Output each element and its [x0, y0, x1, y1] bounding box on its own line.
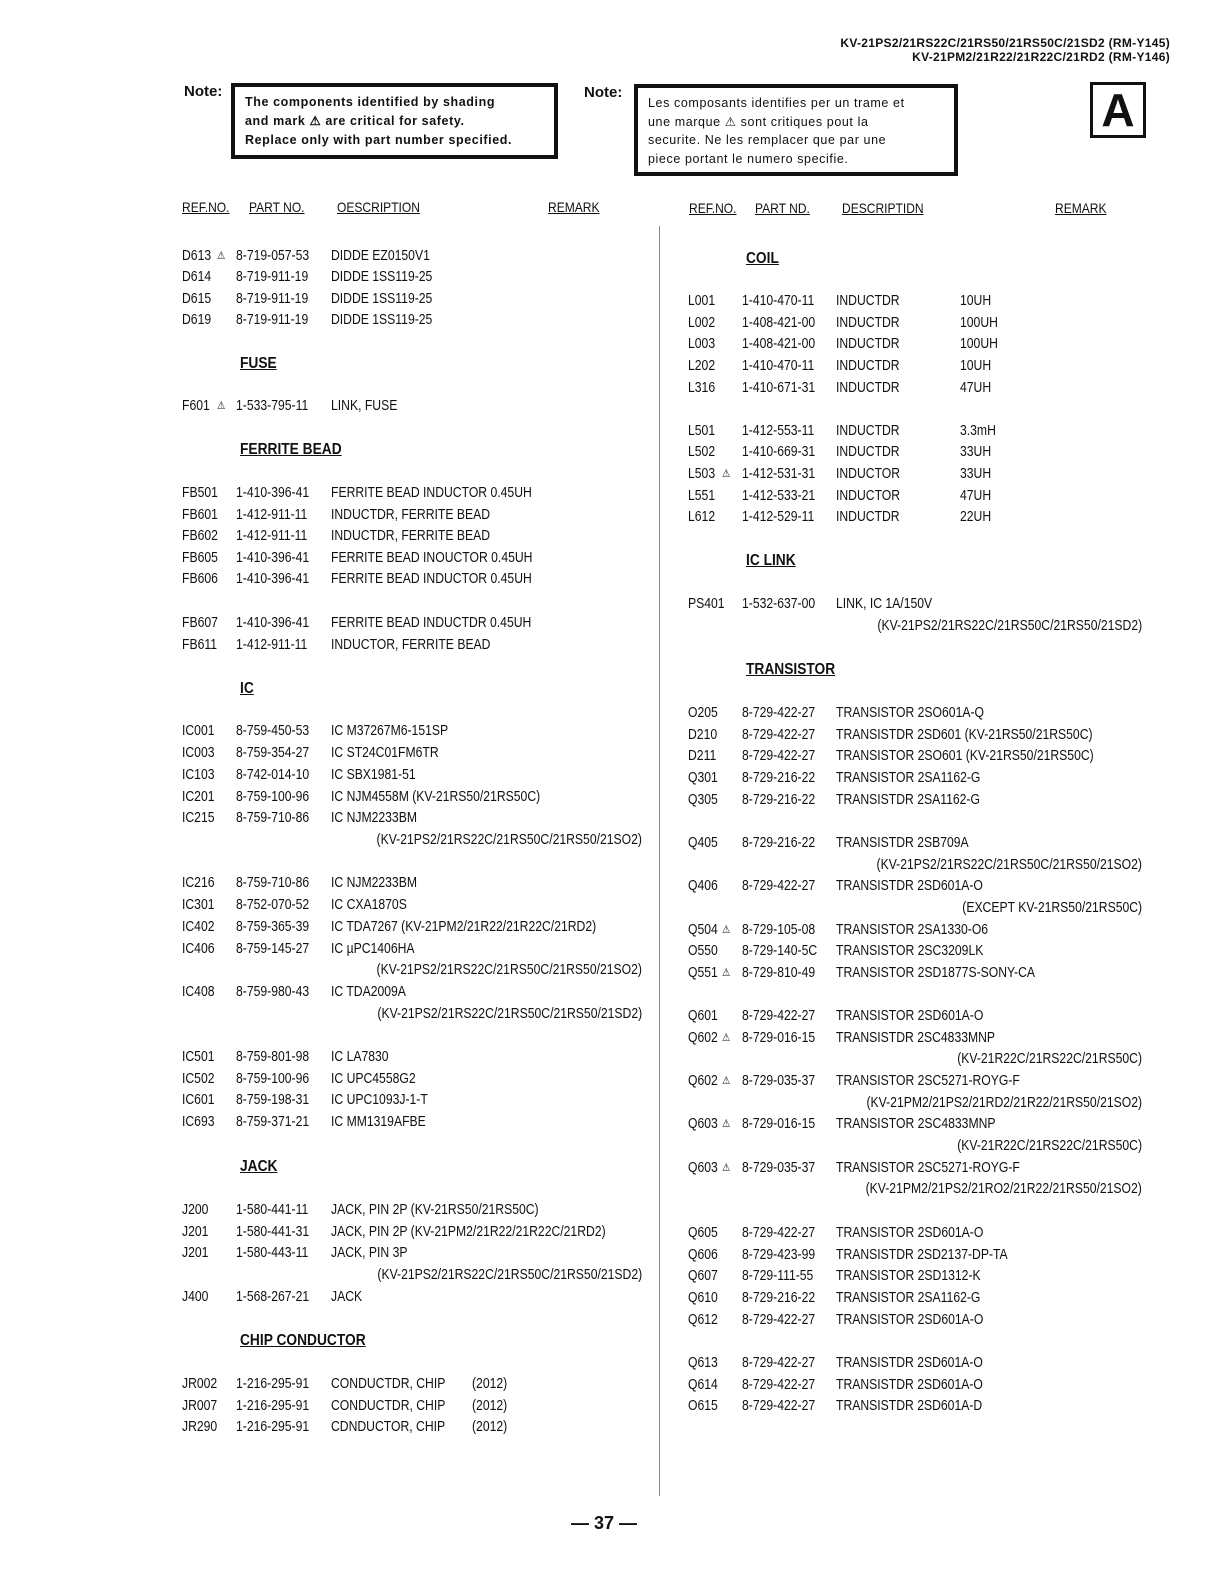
part-number: 8-759-198-31: [236, 1092, 310, 1108]
model-line-1: KV-21PS2/21RS22C/21RS50/21RS50C/21SD2 (RM-Y145): [840, 36, 1170, 50]
safety-warning-icon: ⚠: [217, 400, 226, 412]
part-number: 1-580-441-31: [236, 1224, 310, 1240]
section-heading: JACK: [240, 1158, 278, 1175]
part-number: 1-410-396-41: [236, 571, 310, 587]
part-number: 8-729-422-27: [742, 1225, 816, 1241]
part-number: 1-410-671-31: [742, 380, 816, 396]
part-number: 8-729-423-99: [742, 1247, 816, 1263]
part-description: TRANSISTOR 2SA1162-G: [836, 1290, 981, 1306]
part-description: LINK, FUSE: [331, 398, 398, 414]
part-number: 1-533-795-11: [236, 398, 309, 414]
part-number: 8-729-422-27: [742, 1355, 816, 1371]
part-description: INDUCTDR: [836, 444, 900, 460]
part-number: 1-410-396-41: [236, 615, 310, 631]
part-number: 8-729-111-55: [742, 1268, 814, 1284]
safety-warning-icon: ⚠: [217, 250, 226, 262]
part-number: 8-729-422-27: [742, 705, 816, 721]
part-number: 1-410-470-11: [742, 293, 815, 309]
part-ref-no: O550: [688, 943, 718, 959]
left-header-remark: REMARK: [548, 199, 600, 215]
part-ref-no: L551: [688, 488, 716, 504]
part-number: 8-729-422-27: [742, 727, 816, 743]
model-applicability-note: (KV-21PS2/21RS22C/21RS50C/21RS50/21SO2): [876, 857, 1142, 873]
part-description: CONDUCTDR, CHIP: [331, 1376, 446, 1392]
part-description: TRANSISTOR 2SA1162-G: [836, 770, 981, 786]
part-ref-no: FB602: [182, 528, 218, 544]
part-remark: 10UH: [960, 358, 992, 374]
part-number: 1-410-470-11: [742, 358, 815, 374]
section-heading: TRANSISTOR: [746, 661, 836, 678]
part-number: 8-759-365-39: [236, 919, 310, 935]
part-ref-no: Q305: [688, 792, 718, 808]
part-number: 8-729-422-27: [742, 1008, 816, 1024]
part-number: 1-408-421-00: [742, 315, 816, 331]
part-description: JACK: [331, 1289, 363, 1305]
model-line-2: KV-21PM2/21R22/21R22C/21RD2 (RM-Y146): [912, 50, 1170, 64]
part-number: 1-412-911-11: [236, 637, 308, 653]
part-description: IC NJM2233BM: [331, 875, 417, 891]
part-ref-no: FB611: [182, 637, 217, 653]
note-line: The components identified by shading: [245, 95, 496, 109]
part-ref-no: IC601: [182, 1092, 215, 1108]
part-number: 8-729-105-08: [742, 922, 816, 938]
part-ref-no: PS401: [688, 596, 725, 612]
model-applicability-note: (KV-21R22C/21RS22C/21RS50C): [957, 1051, 1142, 1067]
part-remark: 47UH: [960, 380, 992, 396]
part-description: IC SBX1981-51: [331, 767, 416, 783]
model-applicability-note: (KV-21PS2/21RS22C/21RS50C/21RS50/21SD2): [377, 1267, 642, 1283]
part-number: 1-580-443-11: [236, 1245, 309, 1261]
part-ref-no: D613: [182, 248, 212, 264]
part-description: FERRITE BEAD INDUCTOR 0.45UH: [331, 571, 532, 587]
part-description: CDNDUCTOR, CHIP: [331, 1419, 446, 1435]
part-ref-no: J201: [182, 1245, 209, 1261]
part-number: 1-216-295-91: [236, 1419, 310, 1435]
left-header-refno: REF.NO.: [182, 199, 230, 215]
part-description: IC UPC4558G2: [331, 1071, 416, 1087]
part-number: 1-412-911-11: [236, 528, 308, 544]
right-header-refno: REF.NO.: [689, 200, 737, 216]
part-remark: 100UH: [960, 315, 998, 331]
part-description: IC UPC1093J-1-T: [331, 1092, 428, 1108]
part-description: INDUCTDR: [836, 336, 900, 352]
model-applicability-note: (KV-21PS2/21RS22C/21RS50C/21RS50/21SD2): [377, 1006, 642, 1022]
part-ref-no: D614: [182, 269, 212, 285]
part-number: 8-729-810-49: [742, 965, 816, 981]
right-header-remark: REMARK: [1055, 200, 1107, 216]
part-description: LINK, IC 1A/150V: [836, 596, 933, 612]
safety-warning-icon: ⚠: [722, 967, 731, 979]
part-remark: 22UH: [960, 509, 992, 525]
part-ref-no: L501: [688, 423, 716, 439]
part-number: 8-729-422-27: [742, 1377, 816, 1393]
part-remark: (2012): [472, 1376, 508, 1392]
part-description: TRANSISTOR 2SC5271-ROYG-F: [836, 1073, 1020, 1089]
note-label-fr: Note:: [584, 84, 623, 101]
part-number: 8-729-016-15: [742, 1030, 816, 1046]
part-number: 8-729-216-22: [742, 1290, 816, 1306]
part-ref-no: O615: [688, 1398, 718, 1414]
section-heading: IC: [240, 680, 254, 697]
part-number: 8-729-035-37: [742, 1160, 816, 1176]
part-description: IC NJM2233BM: [331, 810, 417, 826]
part-number: 1-410-396-41: [236, 485, 310, 501]
part-ref-no: Q406: [688, 878, 718, 894]
part-ref-no: J201: [182, 1224, 209, 1240]
part-description: INDUCTDR, FERRITE BEAD: [331, 528, 491, 544]
part-description: INDUCTDR: [836, 315, 900, 331]
part-description: TRANSISTDR 2SD2137-DP-TA: [836, 1247, 1008, 1263]
part-description: TRANSISTDR 2SD601A-O: [836, 1355, 983, 1371]
part-ref-no: Q603: [688, 1160, 718, 1176]
part-number: 8-729-140-5C: [742, 943, 818, 959]
part-ref-no: L202: [688, 358, 716, 374]
part-number: 8-759-371-21: [236, 1114, 310, 1130]
note-label-en: Note:: [184, 83, 223, 100]
part-number: 8-719-057-53: [236, 248, 310, 264]
part-description: TRANSISTDR 2SD601A-O: [836, 1377, 983, 1393]
part-number: 1-408-421-00: [742, 336, 816, 352]
part-ref-no: D615: [182, 291, 212, 307]
part-remark: 33UH: [960, 466, 992, 482]
section-heading: FUSE: [240, 355, 277, 372]
part-ref-no: L503: [688, 466, 716, 482]
part-ref-no: F601: [182, 398, 210, 414]
part-number: 8-729-422-27: [742, 1312, 816, 1328]
part-description: TRANSISTDR 2SD601A-D: [836, 1398, 983, 1414]
model-header: [840, 36, 1170, 64]
section-heading: CHIP CONDUCTOR: [240, 1332, 366, 1349]
safety-warning-icon: ⚠: [722, 1118, 731, 1130]
part-number: 8-729-016-15: [742, 1116, 816, 1132]
part-ref-no: Q602: [688, 1073, 718, 1089]
part-description: INDUCTDR: [836, 423, 900, 439]
model-applicability-note: (KV-21PM2/21PS2/21RD2/21R22/21RS50/21SO2): [866, 1095, 1142, 1111]
part-description: TRANSISTDR 2SA1162-G: [836, 792, 980, 808]
part-description: INDUCTDR: [836, 509, 900, 525]
part-ref-no: O205: [688, 705, 718, 721]
part-number: 8-759-354-27: [236, 745, 310, 761]
part-description: INDUCTDR, FERRITE BEAD: [331, 507, 491, 523]
part-description: TRANSISTOR 2SO601 (KV-21RS50/21RS50C): [836, 748, 1094, 764]
note-box-fr: [634, 84, 958, 176]
part-ref-no: Q606: [688, 1247, 718, 1263]
part-remark: 47UH: [960, 488, 992, 504]
part-description: INDUCTDR: [836, 293, 900, 309]
part-description: DIDDE 1SS119-25: [331, 269, 433, 285]
part-number: 8-729-216-22: [742, 835, 816, 851]
part-ref-no: FB501: [182, 485, 218, 501]
part-ref-no: IC406: [182, 941, 215, 957]
right-header-description: DESCRIPTIDN: [842, 200, 924, 216]
part-number: 1-412-911-11: [236, 507, 308, 523]
part-ref-no: L612: [688, 509, 716, 525]
part-remark: 100UH: [960, 336, 998, 352]
part-ref-no: Q405: [688, 835, 718, 851]
part-description: FERRITE BEAD INDUCTDR 0.45UH: [331, 615, 532, 631]
part-number: 8-742-014-10: [236, 767, 310, 783]
note-line: and mark ⚠ are critical for safety.: [245, 114, 465, 128]
part-number: 8-729-216-22: [742, 770, 816, 786]
part-number: 8-759-145-27: [236, 941, 310, 957]
part-number: 8-759-710-86: [236, 810, 310, 826]
part-number: 1-216-295-91: [236, 1398, 310, 1414]
part-ref-no: D619: [182, 312, 212, 328]
part-description: IC TDA7267 (KV-21PM2/21R22/21R22C/21RD2): [331, 919, 597, 935]
part-ref-no: IC501: [182, 1049, 215, 1065]
part-description: IC M37267M6-151SP: [331, 723, 449, 739]
model-applicability-note: (KV-21PS2/21RS22C/21RS50C/21RS50/21SO2): [376, 832, 642, 848]
part-description: IC TDA2009A: [331, 984, 406, 1000]
part-ref-no: Q614: [688, 1377, 718, 1393]
part-description: DIDDE EZ0150V1: [331, 248, 430, 264]
part-ref-no: L001: [688, 293, 716, 309]
model-applicability-note: (KV-21PS2/21RS22C/21RS50C/21RS50/21SO2): [376, 962, 642, 978]
part-number: 1-580-441-11: [236, 1202, 309, 1218]
model-applicability-note: (KV-21PS2/21RS22C/21RS50C/21RS50/21SD2): [877, 618, 1142, 634]
part-description: TRANSISTDR 2SD601 (KV-21RS50/21RS50C): [836, 727, 1093, 743]
part-description: TRANSISTOR 2SC4833MNP: [836, 1116, 996, 1132]
part-ref-no: Q610: [688, 1290, 718, 1306]
section-heading: COIL: [746, 250, 779, 267]
part-ref-no: Q612: [688, 1312, 718, 1328]
safety-warning-icon: ⚠: [722, 1032, 731, 1044]
part-description: TRANSISTDR 2SD601A-O: [836, 878, 983, 894]
part-description: IC NJM4558M (KV-21RS50/21RS50C): [331, 789, 541, 805]
part-ref-no: IC216: [182, 875, 215, 891]
right-header-partno: PART ND.: [755, 200, 810, 216]
part-description: FERRITE BEAD INOUCTOR 0.45UH: [331, 550, 533, 566]
part-description: FERRITE BEAD INDUCTOR 0.45UH: [331, 485, 532, 501]
part-description: TRANSISTOR 2SD601A-O: [836, 1008, 984, 1024]
part-description: IC CXA1870S: [331, 897, 407, 913]
part-ref-no: IC502: [182, 1071, 215, 1087]
part-ref-no: D210: [688, 727, 718, 743]
part-number: 1-412-531-31: [742, 466, 816, 482]
part-description: INDUCTOR: [836, 488, 901, 504]
part-ref-no: D211: [688, 748, 717, 764]
part-number: 1-412-533-21: [742, 488, 816, 504]
part-description: IC ST24C01FM6TR: [331, 745, 439, 761]
part-description: INDUCTOR, FERRITE BEAD: [331, 637, 491, 653]
part-remark: 10UH: [960, 293, 992, 309]
part-description: JACK, PIN 2P (KV-21PM2/21R22/21R22C/21RD2): [331, 1224, 606, 1240]
part-description: TRANSISTOR 2SD601A-O: [836, 1312, 984, 1328]
part-ref-no: IC103: [182, 767, 215, 783]
part-ref-no: L002: [688, 315, 716, 331]
part-description: TRANSISTOR 2SD601A-O: [836, 1225, 984, 1241]
part-ref-no: Q607: [688, 1268, 718, 1284]
part-number: 8-719-911-19: [236, 269, 309, 285]
part-description: TRANSISTDR 2SB709A: [836, 835, 969, 851]
part-ref-no: Q601: [688, 1008, 718, 1024]
note-box-en: [231, 83, 558, 159]
part-ref-no: FB607: [182, 615, 218, 631]
part-description: IC µPC1406HA: [331, 941, 415, 957]
model-applicability-note: (KV-21R22C/21RS22C/21RS50C): [957, 1138, 1142, 1154]
part-ref-no: IC201: [182, 789, 215, 805]
safety-warning-icon: ⚠: [722, 1075, 731, 1087]
part-number: 8-719-911-19: [236, 312, 309, 328]
part-ref-no: L003: [688, 336, 716, 352]
part-number: 1-412-553-11: [742, 423, 815, 439]
part-description: TRANSISTOR 2SO601A-Q: [836, 705, 985, 721]
part-description: TRANSISTDR 2SC4833MNP: [836, 1030, 996, 1046]
part-ref-no: JR007: [182, 1398, 218, 1414]
part-ref-no: L316: [688, 380, 716, 396]
part-number: 1-412-529-11: [742, 509, 815, 525]
part-description: IC MM1319AFBE: [331, 1114, 426, 1130]
part-number: 8-729-422-27: [742, 748, 816, 764]
part-number: 8-759-450-53: [236, 723, 310, 739]
part-number: 1-568-267-21: [236, 1289, 310, 1305]
part-ref-no: IC001: [182, 723, 215, 739]
part-number: 8-759-100-96: [236, 1071, 310, 1087]
part-description: TRANSISTOR 2SC5271-ROYG-F: [836, 1160, 1020, 1176]
left-header-partno: PART NO.: [249, 199, 305, 215]
section-heading: IC LINK: [746, 552, 796, 569]
part-description: INDUCTDR: [836, 358, 900, 374]
part-description: IC LA7830: [331, 1049, 389, 1065]
part-ref-no: IC003: [182, 745, 215, 761]
part-ref-no: J200: [182, 1202, 209, 1218]
part-number: 8-759-801-98: [236, 1049, 310, 1065]
part-remark: (2012): [472, 1419, 508, 1435]
section-heading: FERRITE BEAD: [240, 441, 342, 458]
part-number: 1-216-295-91: [236, 1376, 310, 1392]
part-number: 8-729-035-37: [742, 1073, 816, 1089]
part-number: 8-729-422-27: [742, 878, 816, 894]
part-description: DIDDE 1SS119-25: [331, 291, 433, 307]
part-number: 8-752-070-52: [236, 897, 310, 913]
note-line: piece portant le numero specifie.: [648, 151, 849, 166]
page-number: — 37 —: [570, 1513, 638, 1533]
safety-warning-icon: ⚠: [722, 924, 731, 936]
part-ref-no: IC215: [182, 810, 215, 826]
model-applicability-note: (KV-21PM2/21PS2/21RO2/21R22/21RS50/21SO2): [865, 1181, 1142, 1197]
part-ref-no: FB601: [182, 507, 218, 523]
part-ref-no: IC402: [182, 919, 215, 935]
section-letter-box: A: [1090, 82, 1146, 138]
part-ref-no: IC693: [182, 1114, 215, 1130]
part-number: 8-719-911-19: [236, 291, 309, 307]
part-ref-no: JR002: [182, 1376, 218, 1392]
part-ref-no: Q603: [688, 1116, 718, 1132]
note-line: une marque ⚠ sont critiques pout la: [648, 114, 869, 129]
part-ref-no: Q551: [688, 965, 718, 981]
part-description: JACK, PIN 2P (KV-21RS50/21RS50C): [331, 1202, 539, 1218]
part-remark: 3.3mH: [960, 423, 996, 439]
safety-warning-icon: ⚠: [722, 468, 731, 480]
part-number: 8-759-710-86: [236, 875, 310, 891]
part-ref-no: FB605: [182, 550, 218, 566]
part-ref-no: L502: [688, 444, 716, 460]
note-line: Replace only with part number specified.: [245, 133, 513, 147]
note-line: Les composants identifies per un trame et: [648, 96, 905, 110]
note-line: securite. Ne les remplacer que par une: [648, 133, 887, 147]
part-number: 1-410-669-31: [742, 444, 816, 460]
part-number: 1-532-637-00: [742, 596, 816, 612]
part-ref-no: Q504: [688, 922, 718, 938]
part-ref-no: FB606: [182, 571, 218, 587]
part-description: TRANSISTOR 2SC3209LK: [836, 943, 984, 959]
model-applicability-note: (EXCEPT KV-21RS50/21RS50C): [962, 900, 1142, 916]
part-ref-no: IC408: [182, 984, 215, 1000]
part-description: TRANSISTOR 2SD1877S-SONY-CA: [836, 965, 1036, 981]
part-ref-no: Q605: [688, 1225, 718, 1241]
part-ref-no: JR290: [182, 1419, 218, 1435]
part-ref-no: Q613: [688, 1355, 718, 1371]
part-description: INDUCTDR: [836, 380, 900, 396]
part-description: INDUCTOR: [836, 466, 901, 482]
part-ref-no: Q301: [688, 770, 718, 786]
part-remark: 33UH: [960, 444, 992, 460]
safety-warning-icon: ⚠: [722, 1162, 731, 1174]
part-number: 8-729-216-22: [742, 792, 816, 808]
part-description: DIDDE 1SS119-25: [331, 312, 433, 328]
column-divider: [659, 226, 660, 1496]
part-number: 8-729-422-27: [742, 1398, 816, 1414]
part-description: CONDUCTDR, CHIP: [331, 1398, 446, 1414]
part-ref-no: Q602: [688, 1030, 718, 1046]
part-description: TRANSISTOR 2SD1312-K: [836, 1268, 981, 1284]
part-description: JACK, PIN 3P: [331, 1245, 408, 1261]
part-remark: (2012): [472, 1398, 508, 1414]
part-ref-no: IC301: [182, 897, 215, 913]
part-number: 8-759-980-43: [236, 984, 310, 1000]
part-number: 8-759-100-96: [236, 789, 310, 805]
part-number: 1-410-396-41: [236, 550, 310, 566]
left-header-description: OESCRIPTION: [337, 199, 420, 215]
part-description: TRANSISTOR 2SA1330-O6: [836, 922, 989, 938]
part-ref-no: J400: [182, 1289, 209, 1305]
